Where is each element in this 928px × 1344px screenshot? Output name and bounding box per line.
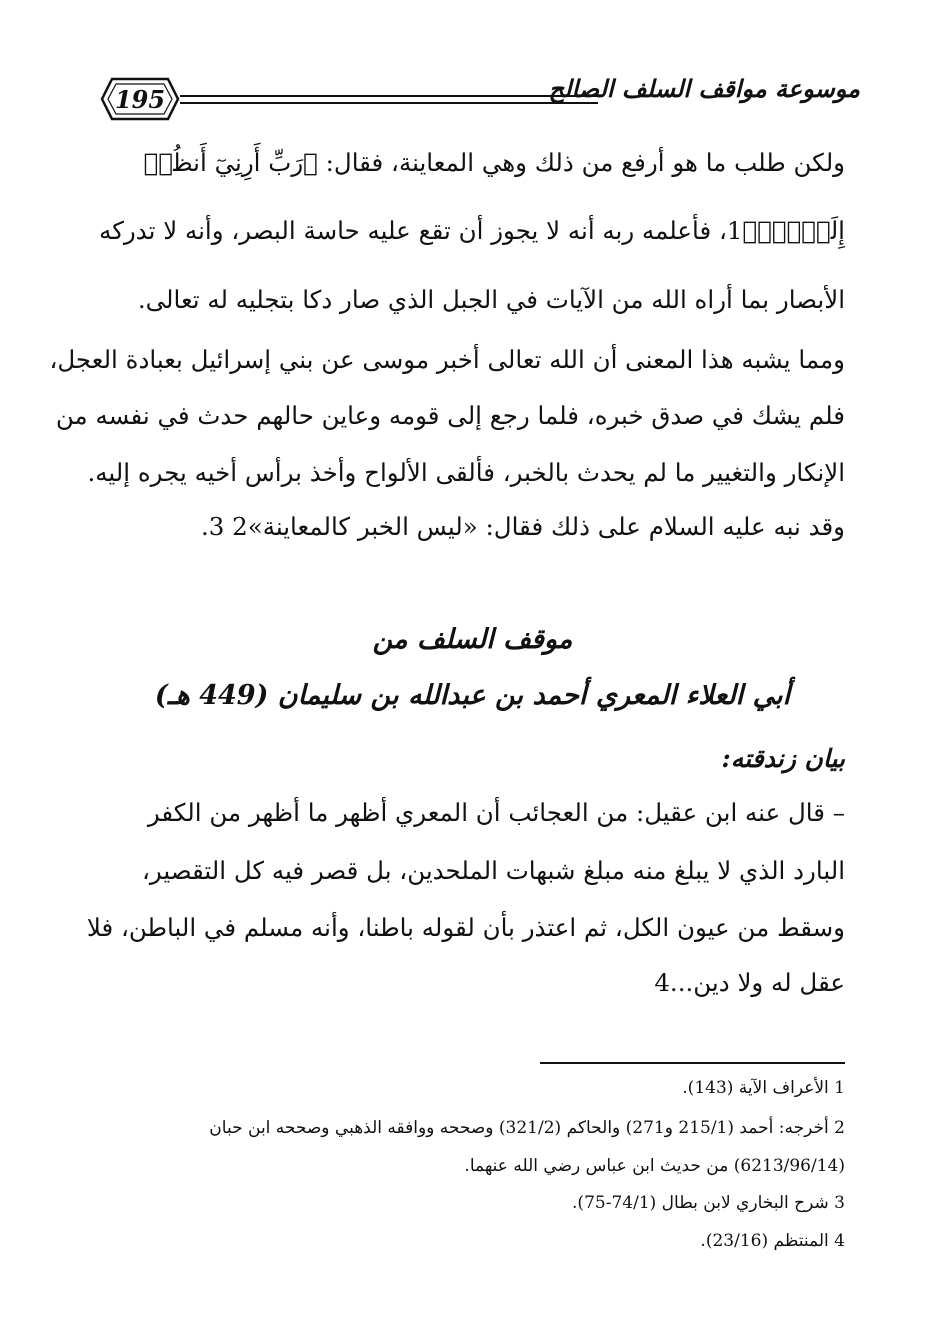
section-heading-name: أبي العلاء المعري أحمد بن عبدالله بن سليمان (449 هـ)	[154, 680, 791, 711]
section-heading: موقف السلف من	[372, 624, 573, 655]
paragraph-line: ومما يشبه هذا المعنى أن الله تعالى أخبر موسى عن بني إسرائيل بعبادة العجل،	[49, 345, 845, 374]
footnote: (6213/96/14) من حديث ابن عباس رضي الله عنهما.	[464, 1156, 845, 1176]
paragraph-line: عقل له ولا دين...4	[654, 968, 845, 997]
paragraph-line: وسقط من عيون الكل، ثم اعتذر بأن لقوله باطنا، وأنه مسلم في الباطن، فلا	[86, 913, 845, 942]
footnote-separator	[540, 1062, 845, 1064]
paragraph-line: إِلَيۡكَۚ﴾1، فأعلمه ربه أنه لا يجوز أن تقع عليه حاسة البصر، وأنه لا تدركه	[99, 216, 845, 245]
footnote: 3 شرح البخاري لابن بطال (74/1-75).	[572, 1193, 845, 1213]
paragraph-line: البارد الذي لا يبلغ منه مبلغ شبهات الملحدين، بل قصر فيه كل التقصير،	[141, 856, 845, 885]
paragraph-line: وقد نبه عليه السلام على ذلك فقال: «ليس الخبر كالمعاينة»2 3.	[200, 512, 845, 541]
page-number-badge	[100, 76, 180, 122]
paragraph-line: الإنكار والتغيير ما لم يحدث بالخبر، فألقى الألواح وأخذ برأس أخيه يجره إليه.	[87, 458, 845, 487]
page-number: 195	[114, 85, 166, 114]
paragraph-line: الأبصار بما أراه الله من الآيات في الجبل الذي صار دكا بتجليه له تعالى.	[137, 285, 845, 314]
footnote: 2 أخرجه: أحمد (215/1 و271) والحاكم (321/2) وصححه ووافقه الذهبي وصححه ابن حبان	[209, 1118, 845, 1138]
header-rule	[180, 95, 598, 104]
page-header	[100, 68, 860, 130]
paragraph-line: فلم يشك في صدق خبره، فلما رجع إلى قومه وعاين حالهم حدث في نفسه من	[55, 401, 845, 430]
paragraph-line: – قال عنه ابن عقيل: من العجائب أن المعري أظهر ما أظهر من الكفر	[147, 798, 845, 827]
subheading: بيان زندقته:	[721, 744, 845, 773]
footnote: 1 الأعراف الآية (143).	[682, 1078, 845, 1098]
footnote: 4 المنتظم (23/16).	[700, 1231, 845, 1251]
paragraph-line: ولكن طلب ما هو أرفع من ذلك وهي المعاينة، فقال: ﴿رَبِّ أَرِنِيٓ أَنظُرۡ	[143, 148, 845, 177]
series-title: موسوعة مواقف السلف الصالح	[548, 74, 860, 103]
